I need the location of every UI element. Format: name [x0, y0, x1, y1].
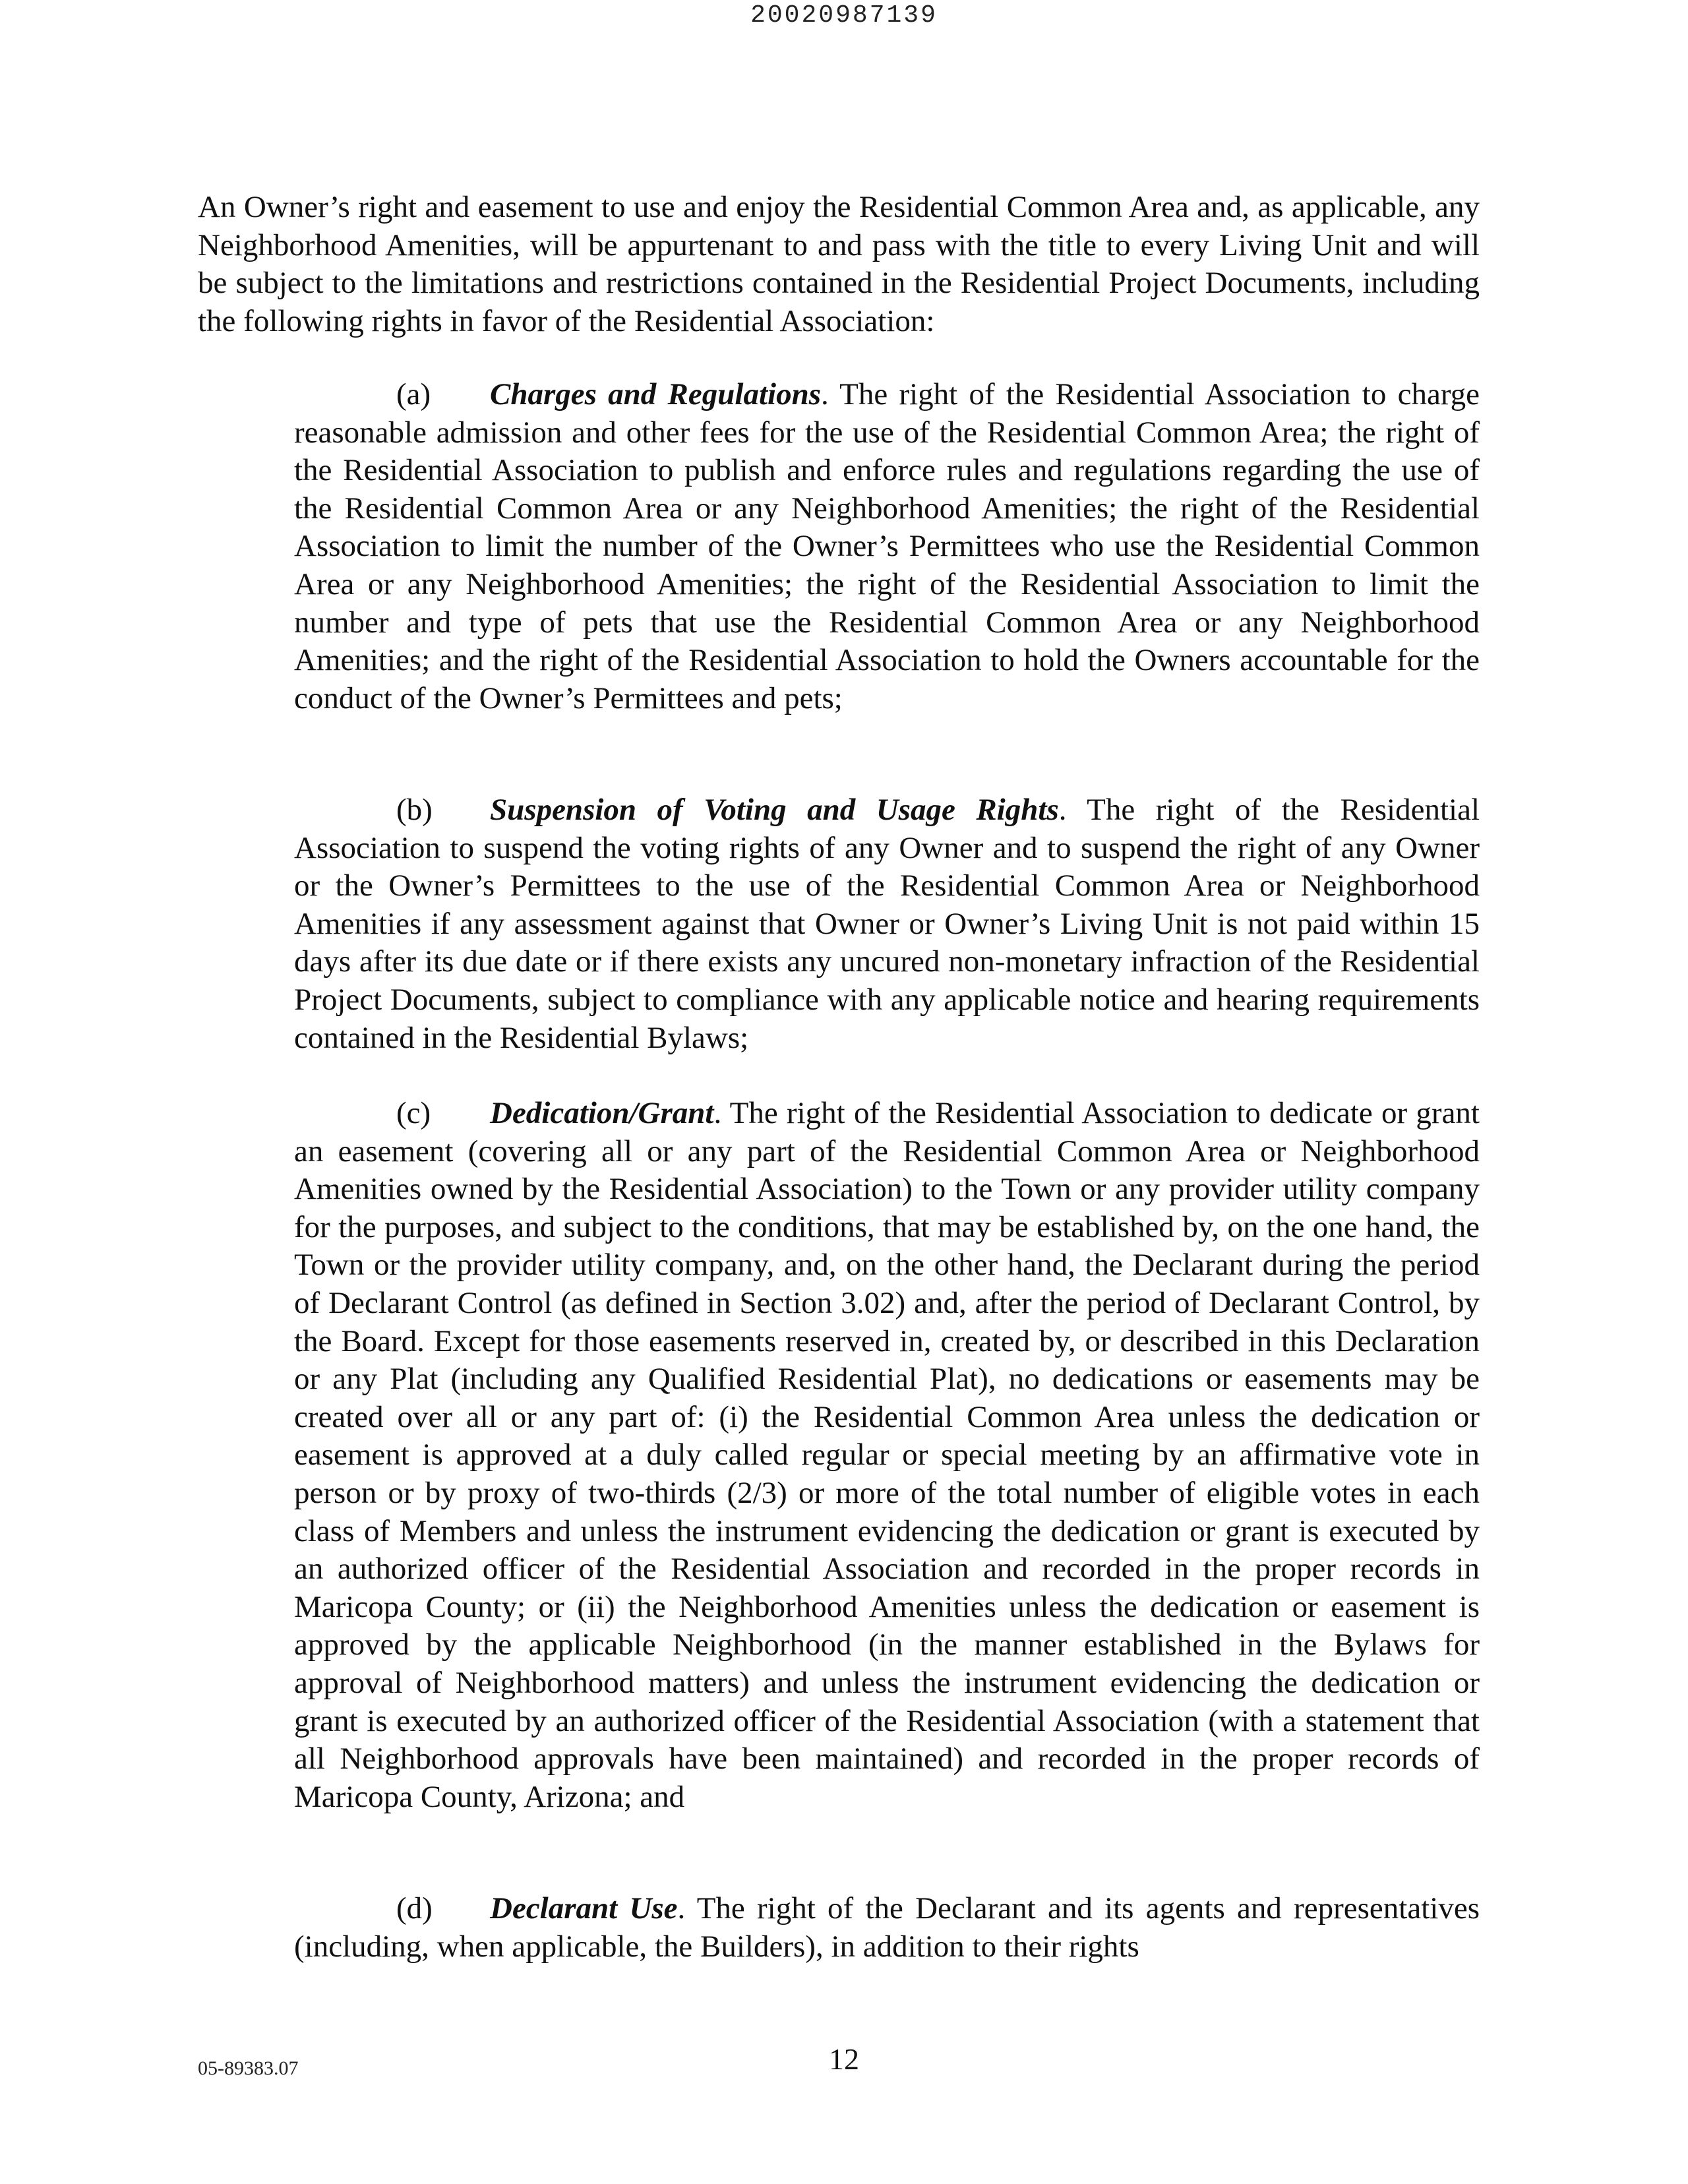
intro-paragraph: An Owner’s right and easement to use and enjoy the Residential Common Area and, as applicable, any Neighborhood Amenities, will be appurtenant to and pass with the title to every Living Unit and will be subject to the limitations and restrictions contained in the Residential Project Documents, including the following rights in favor of the Residential Association:: [198, 190, 1480, 338]
clause-a-text: The right of the Residential Association to charge reasonable admission and other fees for the use of the Residential Common Area; the right of the Residential Association to publish and enforce rules and regulations regarding the use of the Residential Common Area or any Neighborhood Amenities; the right of the Residential Association to limit the number of the Owner’s Permittees who use the Residential Common Area or any Neighborhood Amenities; the right of the Residential Association to limit the number and type of pets that use the Residential Common Area or any Neighborhood Amenities; and the right of the Residential Association to hold the Owners accountable for the conduct of the Owner’s Permittees and pets;: [294, 377, 1480, 715]
clause-d-text: The right of the Declarant and its agents and representatives (including, when applicable, the Builders), in addition to their rights: [294, 1891, 1480, 1964]
clause-a-body: (a) Charges and Regulations. The right of the Residential Association to charge reasonable admission and other fees for the use of the Residential Common Area; the right of the Residential Association to publish and enforce rules and regulations regarding the use of the Residential Common Area or any Neighborhood Amenities; the right of the Residential Association to limit the number of the Owner’s Permittees who use the Residential Common Area or any Neighborhood Amenities; the right of the Residential Association to limit the number and type of pets that use the Residential Common Area or any Neighborhood Amenities; and the right of the Residential Association to hold the Owners accountable for the conduct of the Owner’s Permittees and pets;: [294, 377, 1480, 715]
clause-c: [294, 1095, 1480, 1816]
clause-c-heading: Dedication/Grant: [490, 1096, 714, 1130]
footer-document-code: 05-89383.07: [198, 2057, 299, 2079]
document-number: 20020987139: [750, 1, 938, 30]
clause-b-heading: Suspension of Voting and Usage Rights: [490, 793, 1059, 827]
clause-a: [294, 376, 1480, 717]
clause-d-body: (d) Declarant Use. The right of the Declarant and its agents and representatives (including, when applicable, the Builders), in addition to their rights: [294, 1891, 1480, 1964]
clause-b-body: (b) Suspension of Voting and Usage Rights. The right of the Residential Association to suspend the voting rights of any Owner and to suspend the right of any Owner or the Owner’s Permittees to the use of the Residential Common Area or Neighborhood Amenities if any assessment against that Owner or Owner’s Living Unit is not paid within 15 days after its due date or if there exists any uncured non-monetary infraction of the Residential Project Documents, subject to compliance with any applicable notice and hearing requirements contained in the Residential Bylaws;: [294, 793, 1480, 1055]
clause-d-heading: Declarant Use: [490, 1891, 678, 1926]
clause-d-marker: (d): [396, 1891, 433, 1926]
clause-a-marker: (a): [396, 377, 431, 411]
clause-a-heading: Charges and Regulations: [490, 377, 822, 411]
clause-c-text: The right of the Residential Association to dedicate or grant an easement (covering all or any part of the Residential Common Area or Neighborhood Amenities owned by the Residential Association) to the Town or any provider utility company for the purposes, and subject to the conditions, that may be established by, on the one hand, the Town or the provider utility company, and, on the other hand, the Declarant during the period of Declarant Control (as defined in Section 3.02) and, after the period of Declarant Control, by the Board. Except for those easements reserved in, created by, or described in this Declaration or any Plat (including any Qualified Residential Plat), no dedications or easements may be created over all or any part of: (i) the Residential Common Area unless the dedication or easement is approved at a duly called regular or special meeting by an affirmative vote in person or by proxy of two-thirds (2/3) or more of the total number of eligible votes in each class of Members and unless the instrument evidencing the dedication or grant is executed by an authorized officer of the Residential Association and recorded in the proper records in Maricopa County; or (ii) the Neighborhood Amenities unless the dedication or easement is approved by the applicable Neighborhood (in the manner established in the Bylaws for approval of Neighborhood matters) and unless the instrument evidencing the dedication or grant is executed by an authorized officer of the Residential Association (with a statement that all Neighborhood approvals have been maintained) and recorded in the proper records of Maricopa County, Arizona; and: [294, 1096, 1480, 1814]
clause-c-body: (c) Dedication/Grant. The right of the Residential Association to dedicate or grant an easement (covering all or any part of the Residential Common Area or Neighborhood Amenities owned by the Residential Association) to the Town or any provider utility company for the purposes, and subject to the conditions, that may be established by, on the one hand, the Town or the provider utility company, and, on the other hand, the Declarant during the period of Declarant Control (as defined in Section 3.02) and, after the period of Declarant Control, by the Board. Except for those easements reserved in, created by, or described in this Declaration or any Plat (including any Qualified Residential Plat), no dedications or easements may be created over all or any part of: (i) the Residential Common Area unless the dedication or easement is approved at a duly called regular or special meeting by an affirmative vote in person or by proxy of two-thirds (2/3) or more of the total number of eligible votes in each class of Members and unless the instrument evidencing the dedication or grant is executed by an authorized officer of the Residential Association and recorded in the proper records in Maricopa County; or (ii) the Neighborhood Amenities unless the dedication or easement is approved by the applicable Neighborhood (in the manner established in the Bylaws for approval of Neighborhood matters) and unless the instrument evidencing the dedication or grant is executed by an authorized officer of the Residential Association (with a statement that all Neighborhood approvals have been maintained) and recorded in the proper records of Maricopa County, Arizona; and: [294, 1096, 1480, 1814]
clause-b-marker: (b): [396, 793, 433, 827]
clause-b-text: The right of the Residential Association to suspend the voting rights of any Owner and to suspend the right of any Owner or the Owner’s Permittees to the use of the Residential Common Area or Neighborhood Amenities if any assessment against that Owner or Owner’s Living Unit is not paid within 15 days after its due date or if there exists any uncured non-monetary infraction of the Residential Project Documents, subject to compliance with any applicable notice and hearing requirements contained in the Residential Bylaws;: [294, 793, 1480, 1055]
clause-b: [294, 791, 1480, 1057]
clause-c-marker: (c): [396, 1096, 431, 1130]
clause-d: [294, 1890, 1480, 1966]
page-number: 12: [829, 2042, 859, 2076]
